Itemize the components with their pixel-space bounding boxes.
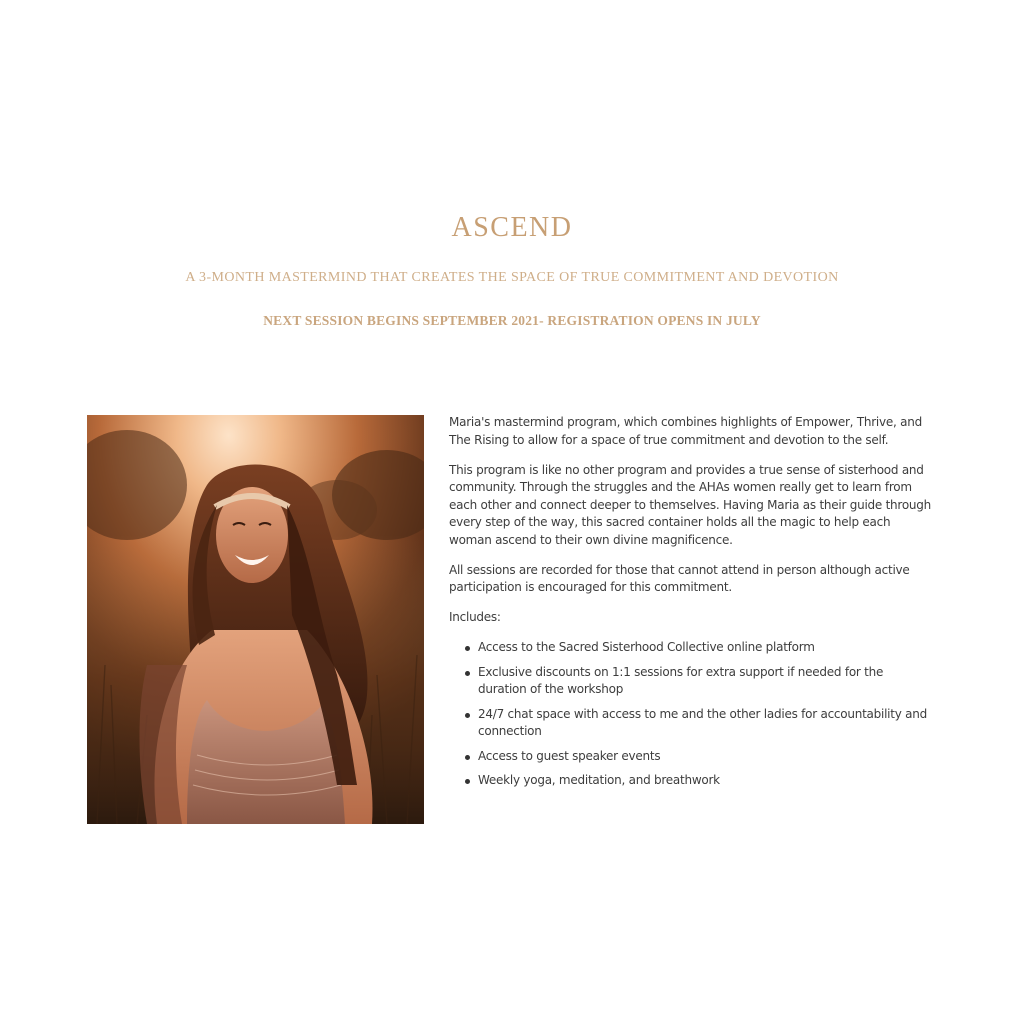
page-subtitle: A 3-MONTH MASTERMIND THAT CREATES THE SPACE OF TRUE COMMITMENT AND DEVOTION — [185, 270, 839, 285]
next-session-notice: NEXT SESSION BEGINS SEPTEMBER 2021- REGISTRATION OPENS IN JULY — [263, 313, 761, 328]
description-paragraph: All sessions are recorded for those that cannot attend in person although active participation is encouraged for this commitment. — [449, 562, 910, 594]
includes-list — [449, 639, 935, 790]
program-description — [449, 414, 935, 797]
list-item: Weekly yoga, meditation, and breathwork — [478, 772, 935, 790]
bullet-icon — [465, 713, 470, 718]
bullet-icon — [465, 755, 470, 760]
bullet-icon — [465, 646, 470, 651]
portrait-photo — [87, 415, 424, 824]
list-item: Access to the Sacred Sisterhood Collective online platform — [478, 639, 935, 657]
bullet-icon — [465, 671, 470, 676]
includes-label: Includes: — [449, 610, 501, 624]
list-item: 24/7 chat space with access to me and the other ladies for accountability and connection — [478, 706, 935, 741]
bullet-icon — [465, 779, 470, 784]
description-paragraph: Maria's mastermind program, which combines highlights of Empower, Thrive, and The Rising to allow for a space of true commitment and devotion to the self. — [449, 415, 922, 447]
list-item: Access to guest speaker events — [478, 748, 935, 766]
list-item: Exclusive discounts on 1:1 sessions for extra support if needed for the duration of the workshop — [478, 664, 935, 699]
page-title: ASCEND — [451, 212, 573, 243]
description-paragraph: This program is like no other program and provides a true sense of sisterhood and community. Through the struggles and the AHAs women really get to learn from each other and connect deeper to themselves. Having Maria as their guide through every step of the way, this sacred container holds all the magic to help each woman ascend to their own divine magnificence. — [449, 462, 931, 547]
